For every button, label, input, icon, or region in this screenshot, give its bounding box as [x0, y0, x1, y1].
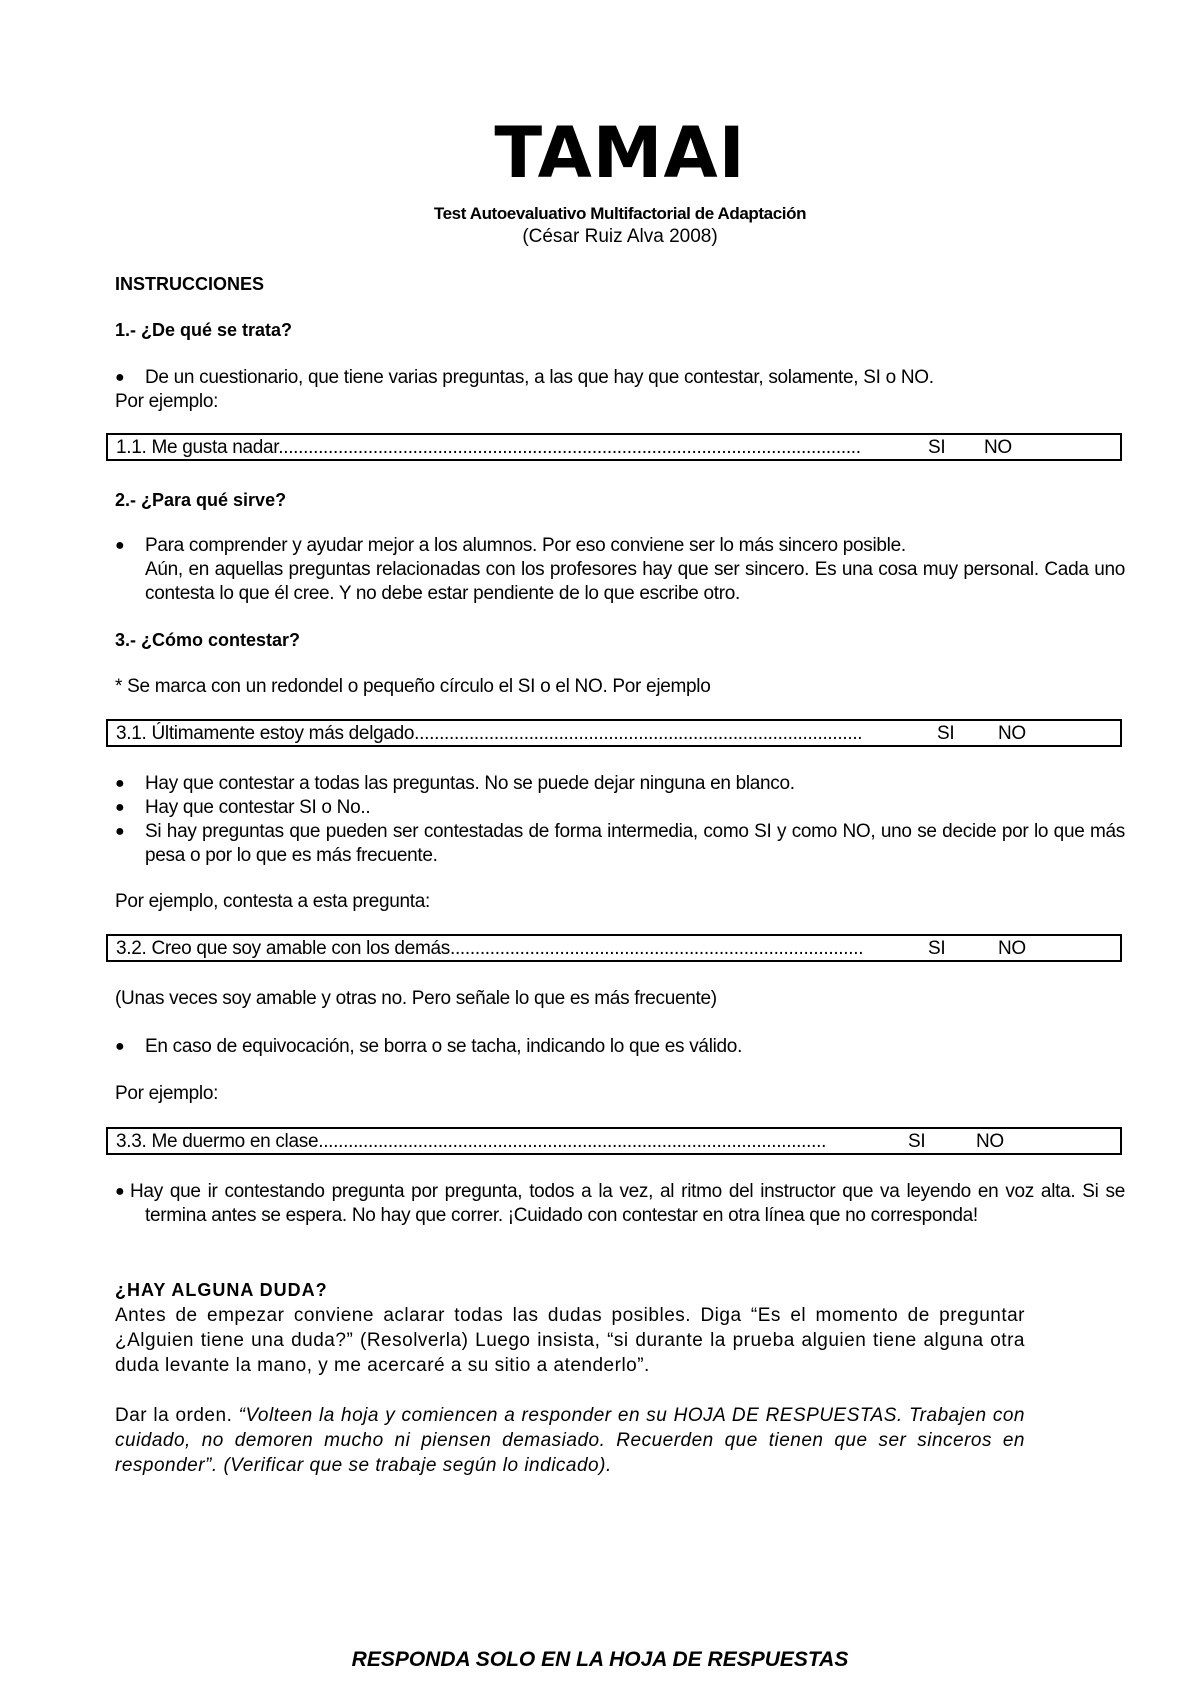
example-box-3-2 — [106, 934, 1122, 962]
example-box-3-1 — [106, 719, 1122, 747]
order-prefix: Dar la orden. — [115, 1405, 239, 1426]
bullet-icon: ● — [115, 775, 125, 792]
example-si: SI — [908, 1131, 926, 1152]
section1-bullet-text: De un cuestionario, que tiene varias preguntas, a las que hay que contestar, solamente, SI o NO. — [145, 367, 934, 388]
example-question: 3.2. Creo que soy amable con los demás................................................................................... — [116, 938, 864, 959]
order-italic: “Volteen la hoja y comiencen a responder en su HOJA DE RESPUESTAS. Trabajen con cuidado, no demoren mucho ni piensen demasiado. Recuerden que tienen que ser sinceros en responder”. (Verificar que se trabaje según lo indicado). — [115, 1405, 1025, 1476]
example-no: NO — [998, 723, 1026, 744]
example-question: 1.1. Me gusta nadar..................................................................................................................... — [116, 437, 861, 458]
section3-note: * Se marca con un redondel o pequeño círculo el SI o el NO. Por ejemplo — [115, 676, 711, 697]
section3-example-intro: Por ejemplo, contesta a esta pregunta: — [115, 891, 430, 912]
section3-example-label2: Por ejemplo: — [115, 1083, 219, 1104]
bullet-icon: ● — [115, 1183, 125, 1200]
example-no: NO — [976, 1131, 1004, 1152]
example-question: 3.1. Últimamente estoy más delgado.......................................................................................... — [116, 723, 863, 744]
footer-notice: RESPONDA SOLO EN LA HOJA DE RESPUESTAS — [351, 1648, 849, 1671]
example-si: SI — [937, 723, 955, 744]
bullet-text: Hay que ir contestando pregunta por pregunta, todos a la vez, al ritmo del instructor que va leyendo en voz alta. Si se termina antes se espera. No hay que correr. ¡Cuidado con contestar en otra línea que no corresponda! — [130, 1181, 1125, 1226]
section3-bullet-2 — [115, 796, 1125, 820]
example-question: 3.3. Me duermo en clase...................................................................................................... — [116, 1131, 827, 1152]
section1-example-label: Por ejemplo: — [115, 391, 219, 412]
bullet-text: Hay que contestar a todas las preguntas. No se puede dejar ninguna en blanco. — [145, 773, 795, 794]
example-si: SI — [928, 437, 946, 458]
example-box-3-3 — [106, 1127, 1122, 1155]
bullet-icon: ● — [115, 823, 125, 840]
section2-bullet — [115, 534, 1125, 606]
section3-bullet-error — [115, 1035, 1125, 1059]
bullet-icon: ● — [115, 537, 125, 554]
example-box-1-1 — [106, 433, 1122, 461]
bullet-icon: ● — [115, 1038, 125, 1055]
section1-bullet — [115, 366, 1125, 390]
example-no: NO — [998, 938, 1026, 959]
section3-bullet-3 — [115, 820, 1125, 868]
bullet-text: Si hay preguntas que pueden ser contestadas de forma intermedia, como SI y como NO, uno se decide por lo que más pesa o por lo que es más frecuente. — [145, 821, 1125, 866]
bullet-text: En caso de equivocación, se borra o se tacha, indicando lo que es válido. — [145, 1036, 743, 1057]
bullet-text: Hay que contestar SI o No.. — [145, 797, 371, 818]
example-no: NO — [984, 437, 1012, 458]
bullet-icon: ● — [115, 369, 125, 386]
bullet-icon: ● — [115, 799, 125, 816]
document-author: (César Ruiz Alva 2008) — [522, 226, 718, 247]
section2-heading: 2.- ¿Para qué sirve? — [115, 490, 287, 510]
section1-heading: 1.- ¿De qué se trata? — [115, 320, 293, 340]
document-subtitle: Test Autoevaluativo Multifactorial de Adaptación — [433, 204, 807, 223]
order-paragraph — [115, 1403, 1025, 1478]
doubts-heading: ¿HAY ALGUNA DUDA? — [115, 1280, 328, 1300]
document-title: TAMAI — [494, 112, 746, 194]
doubts-text: Antes de empezar conviene aclarar todas las dudas posibles. Diga “Es el momento de preguntar ¿Alguien tiene una duda?” (Resolverla) Luego insista, “si durante la prueba alguien tiene alguna otra duda levante la mano, y me acercaré a su sitio a atenderlo”. — [115, 1305, 1025, 1376]
section3-bullet-final — [115, 1180, 1125, 1228]
section2-bullet-line2: Aún, en aquellas preguntas relacionadas con los profesores hay que ser sincero. Es una cosa muy personal. Cada uno contesta lo que él cree. Y no debe estar pendiente de lo que escribe otro. — [145, 559, 1125, 604]
instructions-heading: INSTRUCCIONES — [115, 274, 265, 294]
example-si: SI — [928, 938, 946, 959]
section3-note2: (Unas veces soy amable y otras no. Pero señale lo que es más frecuente) — [115, 988, 717, 1009]
section3-bullet-1 — [115, 772, 1125, 796]
section2-bullet-line1: Para comprender y ayudar mejor a los alumnos. Por eso conviene ser lo más sincero posible. — [145, 535, 906, 556]
section3-heading: 3.- ¿Cómo contestar? — [115, 630, 301, 650]
